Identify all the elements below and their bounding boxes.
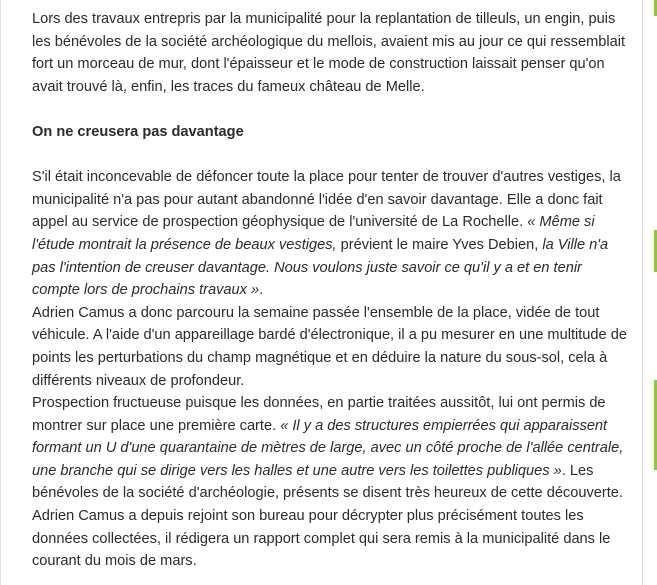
- text-run: S'il était inconcevable de défoncer toute la place pour tenter de trouver d'autres vestiges, la municipalité n'a pas pour autant abandonné l'idée d'en savoir davantage. Elle a donc fait appel au service de prospection géophysique de l'université de La Rochelle.: [32, 169, 621, 231]
- paragraph-gap: [32, 144, 632, 167]
- paragraph-intro: Lors des travaux entrepris par la municipalité pour la replantation de tilleuls, un engin, puis les bénévoles de la société archéologique du mellois, avaient mis au jour ce qui ressemblait fort un morceau de mur, dont l'épaisseur et le mode de construction laissait penser qu'on avait trouvé là, enfin, les traces du fameux château de Melle.: [32, 11, 625, 95]
- text-run: . Les bénévoles de la société d'archéologie, présents se disent très heureux de cette découverte.: [32, 462, 623, 502]
- paragraph-gap: [32, 98, 632, 121]
- text-run: prévient le maire Yves Debien,: [336, 236, 543, 253]
- quote-camus: « Il y a des structures empierrées qui apparaissent formant un U d'une quarantaine de mètres de large, avec un côté proche de l'allée centrale, une branche qui se dirige vers les halles et une autre vers les toilettes publiques »: [32, 417, 624, 479]
- side-strip: [643, 0, 657, 585]
- section-heading: On ne creusera pas davantage: [32, 123, 244, 140]
- paragraph-university: [32, 166, 632, 302]
- article-body: [32, 8, 632, 573]
- text-run: .: [259, 282, 264, 299]
- quote-mayor-2: la Ville n'a pas l'intention de creuser davantage. Nous voulons juste savoir ce qu'il y a et en tenir compte lors de prochains travaux »: [32, 236, 609, 299]
- text-run: Prospection fructueuse puisque les données, en partie traitées aussitôt, lui ont permis de montrer sur place une première carte.: [32, 395, 606, 434]
- paragraph-survey: Adrien Camus a donc parcouru la semaine passée l'ensemble de la place, vidée de tout véhicule. A l'aide d'un appareillage bardé d'électronique, il a pu mesurer en une multitude de points les perturbations du champ magnétique et en déduire la nature du sous-sol, cela à différents niveaux de profondeur.: [32, 304, 627, 389]
- paragraph-report: Adrien Camus a depuis rejoint son bureau pour décrypter plus précisément toutes les données collectées, il rédigera un rapport complet qui sera remis à la municipalité dans le courant du mois de mars.: [32, 508, 611, 570]
- paragraph-results: [32, 392, 632, 505]
- quote-mayor-1: « Même si l'étude montrait la présence de beaux vestiges,: [32, 214, 595, 253]
